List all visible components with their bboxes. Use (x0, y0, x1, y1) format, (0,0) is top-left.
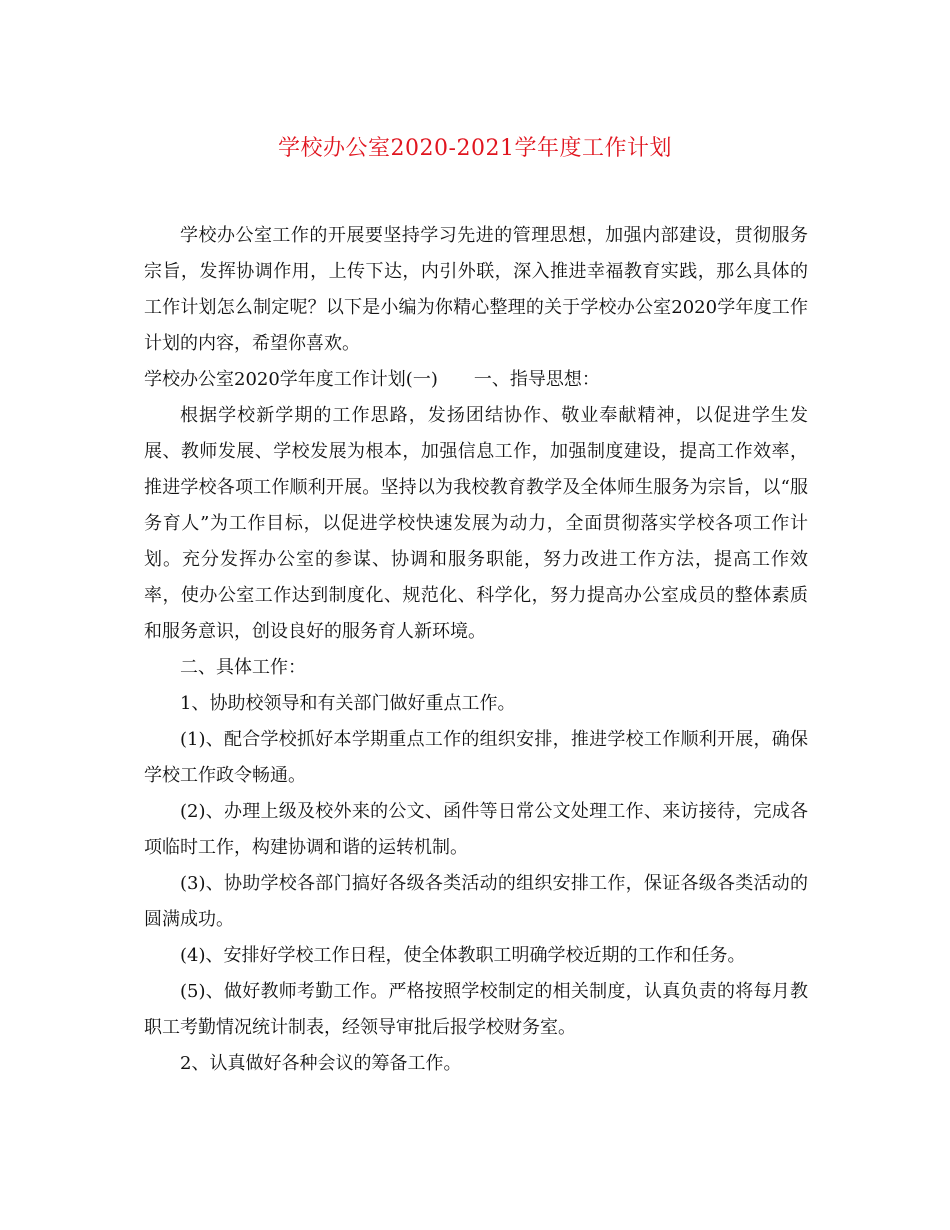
document-title: 学校办公室2020-2021学年度工作计划 (278, 136, 672, 161)
section-heading-plan-one: 学校办公室2020学年度工作计划(一) 一、指导思想： (144, 369, 600, 390)
work-item-2: 2、认真做好各种会议的筹备工作。 (180, 1053, 462, 1074)
document-body (144, 218, 808, 1082)
work-subitem-1: (1)、配合学校抓好本学期重点工作的组织安排，推进学校工作顺利开展，确保学校工作政令畅通。 (144, 729, 808, 786)
work-subitem-2: (2)、办理上级及校外来的公文、函件等日常公文处理工作、来访接待，完成各项临时工作，构建协调和谐的运转机制。 (144, 801, 808, 858)
work-subitem-5: (5)、做好教师考勤工作。严格按照学校制定的相关制度，认真负责的将每月教职工考勤情况统计制表，经领导审批后报学校财务室。 (144, 981, 808, 1038)
work-subitem-4: (4)、安排好学校工作日程，使全体教职工明确学校近期的工作和任务。 (180, 945, 746, 966)
intro-paragraph: 学校办公室工作的开展要坚持学习先进的管理思想，加强内部建设，贯彻服务宗旨，发挥协调作用，上传下达，内引外联，深入推进幸福教育实践，那么具体的工作计划怎么制定呢？以下是小编为你精心整理的关于学校办公室2020学年度工作计划的内容，希望你喜欢。 (144, 225, 808, 354)
work-item-1: 1、协助校领导和有关部门做好重点工作。 (180, 693, 516, 714)
section-heading-specific-work: 二、具体工作： (180, 657, 306, 678)
guiding-thought-paragraph: 根据学校新学期的工作思路，发扬团结协作、敬业奉献精神，以促进学生发展、教师发展、学校发展为根本，加强信息工作，加强制度建设，提高工作效率，推进学校各项工作顺利开展。坚持以为我校教育教学及全体师生服务为宗旨，以“服务育人”为工作目标，以促进学校快速发展为动力，全面贯彻落实学校各项工作计划。充分发挥办公室的参谋、协调和服务职能，努力改进工作方法，提高工作效率，使办公室工作达到制度化、规范化、科学化，努力提高办公室成员的整体素质和服务意识，创设良好的服务育人新环境。 (144, 405, 808, 642)
work-subitem-3: (3)、协助学校各部门搞好各级各类活动的组织安排工作，保证各级各类活动的圆满成功。 (144, 873, 808, 930)
